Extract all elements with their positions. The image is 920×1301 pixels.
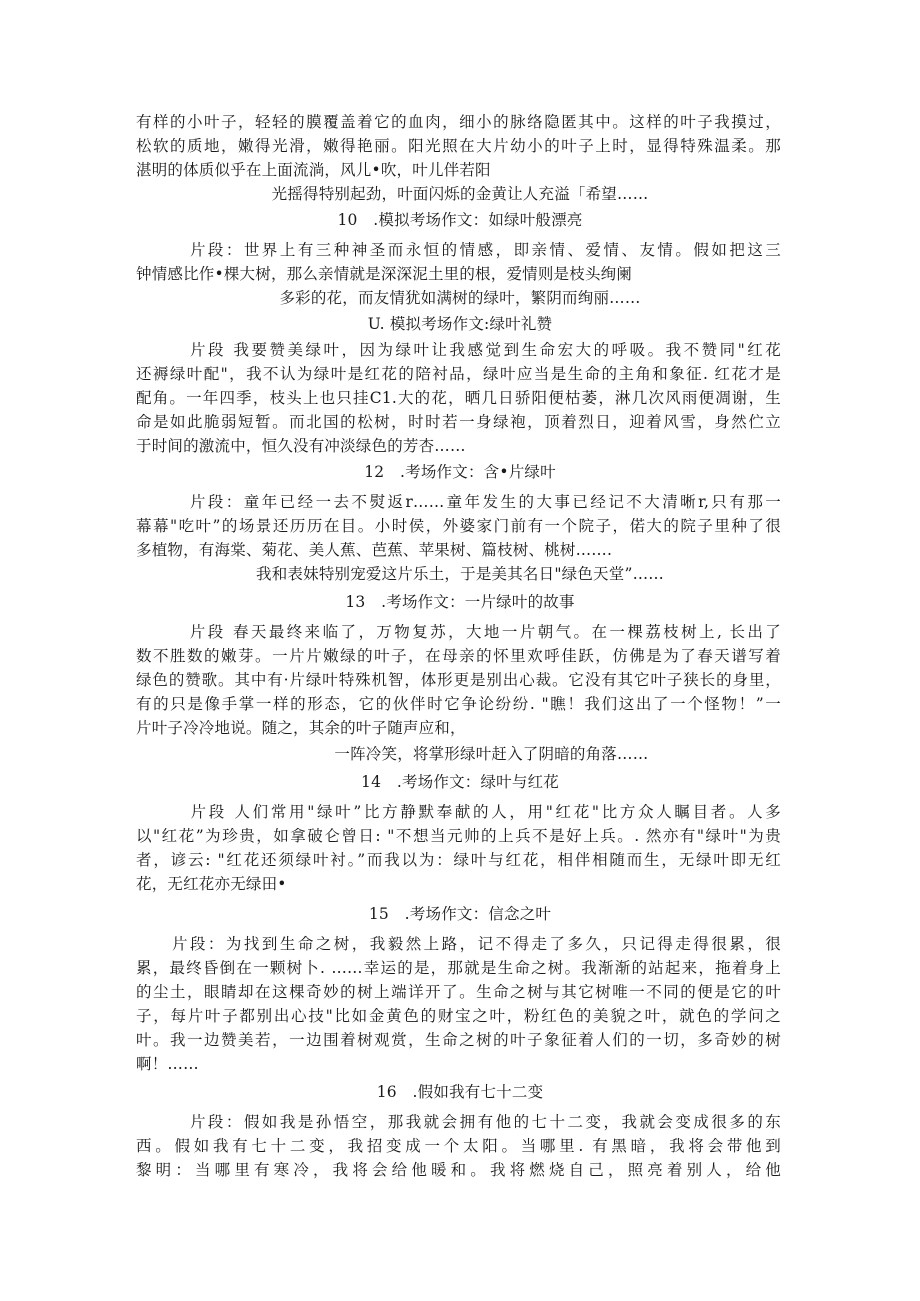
text-line: 者，谚云: "红花还须绿叶衬。”而我以为：绿叶与红花，相伴相随而生，无绿叶即无红 [136,851,781,869]
section-heading: 14 .考场作文：绿叶与红花 [361,773,559,791]
text-line: 片段 我要赞美绿叶，因为绿叶让我感觉到生命宏大的呼吸。我不赞同"红花 [136,341,781,359]
section-heading: 13 .考场作文：一片绿叶的故事 [345,593,575,611]
text-line: 幕幕"吃叶”的场景还历历在目。小时侯，外婆家门前有一个院子，偌大的院子里种了很 [136,517,781,535]
text-line: 片段：世界上有三种神圣而永恒的情感，即亲情、爱情、友情。假如把这三 [136,241,781,259]
text-line: 片段：为找到生命之树，我毅然上路，记不得走了多久，只记得走得很累，很 [136,935,781,953]
text-line: 黎明：当哪里有寒冷，我将会给他暖和。我将燃烧自己，照亮着别人，给他 [136,1161,781,1179]
text-line: 还褥绿叶配"，我不认为绿叶是红花的陪衬品，绿叶应当是生命的主角和象征. 红花才是 [136,365,781,383]
text-line: 有的只是像手掌一样的形态，它的伙伴时它争论纷纷. "瞧！我们这出了一个怪物！”一 [136,695,781,713]
text-line: 子，每片叶子都别出心技"比如金黄色的财宝之叶，粉红色的美貌之叶，就色的学问之 [136,1007,781,1025]
section-heading: U. 模拟考场作文:绿叶礼赞 [367,315,553,333]
text-line: 多彩的花，而友情犹如满树的绿叶，繁阴而绚丽…… [279,289,641,307]
section-heading: 10 .模拟考场作文：如绿叶般漂亮 [337,211,583,229]
text-line: 松软的质地，嫩得光滑，嫩得艳丽。阳光照在大片幼小的叶子上时，显得特殊温柔。那 [136,137,781,155]
text-line: 啊！…… [136,1055,199,1073]
text-line: 数不胜数的嫩芽。一片片嫩绿的叶子，在母亲的怀里欢呼佳跃，仿佛是为了春天谱写着 [136,647,781,665]
text-line: 钟情感比作•棵大树，那么亲情就是深深泥土里的根，爱情则是枝头绚阑 [136,265,633,283]
text-line: 片段：童年已经一去不熨返r……童年发生的大事已经记不大清晰r,只有那一 [136,493,781,511]
text-line: 光摇得特别起劲，叶面闪烁的金黄让人充溢「希望…… [271,185,649,203]
text-line: 配角。一年四季，枝头上也只挂C1.大的花，晒几日骄阳便枯萎，淋几次风雨便凋谢，生 [136,389,781,407]
text-line: 绿色的赞歌。其中有·片绿叶特殊机智，体形更是别出心裁。它没有其它叶子狭长的身里， [136,671,781,689]
text-line: 有样的小叶子，轻轻的膜覆盖着它的血肉，细小的脉络隐匿其中。这样的叶子我摸过， [136,113,781,131]
text-line: 湛明的体质似乎在上面流淌，风儿•吹，叶儿伴若阳 [136,161,491,179]
text-line: 片段：假如我是孙悟空，那我就会拥有他的七十二变，我就会变成很多的东 [136,1113,781,1131]
text-line: 叶。我一边赞美若，一边围着树观赏，生命之树的叶子象征着人们的一切，多奇妙的树 [136,1031,781,1049]
section-heading: 16 .假如我有七十二变 [376,1083,544,1101]
text-line: 多植物，有海棠、菊花、美人蕉、芭蕉、苹果树、篇枝树、桃树……. [136,541,613,559]
text-line: 西。假如我有七十二变，我招变成一个太阳。当哪里. 有黑暗，我将会带他到 [136,1137,781,1155]
text-line: 以"红花”为珍贵，如拿破仑曾日: "不想当元帅的上兵不是好上兵。. 然亦有"绿叶"为贵 [136,827,781,845]
text-line: 我和表妹特别宠爱这片乐土，于是美其名日"绿色天堂”…… [256,565,664,583]
text-line: 一阵冷笑，将掌形绿叶赶入了阴暗的角落…… [271,745,649,763]
text-line: 片叶子冷冷地说。随之，其余的叶子随声应和， [136,719,466,737]
text-line: 于时间的激流中，恒久没有冲淡绿色的芳杏…… [136,437,466,455]
text-line: 命是如此脆弱短暂。而北国的松树，时时若一身绿袍，顶着烈日，迎着风雪，身然伫立 [136,413,781,431]
section-heading: 12 .考场作文：含•片绿叶 [364,463,556,481]
text-line: 累，最终昏倒在一颗树卜. ……幸运的是，那就是生命之树。我渐渐的站起来，拖着身上 [136,959,781,977]
text-line: 片段 春天最终来临了，万物复苏，大地一片朝气。在一棵荔枝树上, 长出了 [136,623,781,641]
text-line: 片段 人们常用"绿叶”比方静默奉献的人，用"红花"比方众人瞩目者。人多 [136,803,781,821]
text-line: 的尘土，眼睛却在这棵奇妙的树上端详开了。生命之树与其它树唯一不同的便是它的叶 [136,983,781,1001]
text-line: 花，无红花亦无绿田• [136,875,287,893]
section-heading: 15 .考场作文：信念之叶 [368,905,552,923]
